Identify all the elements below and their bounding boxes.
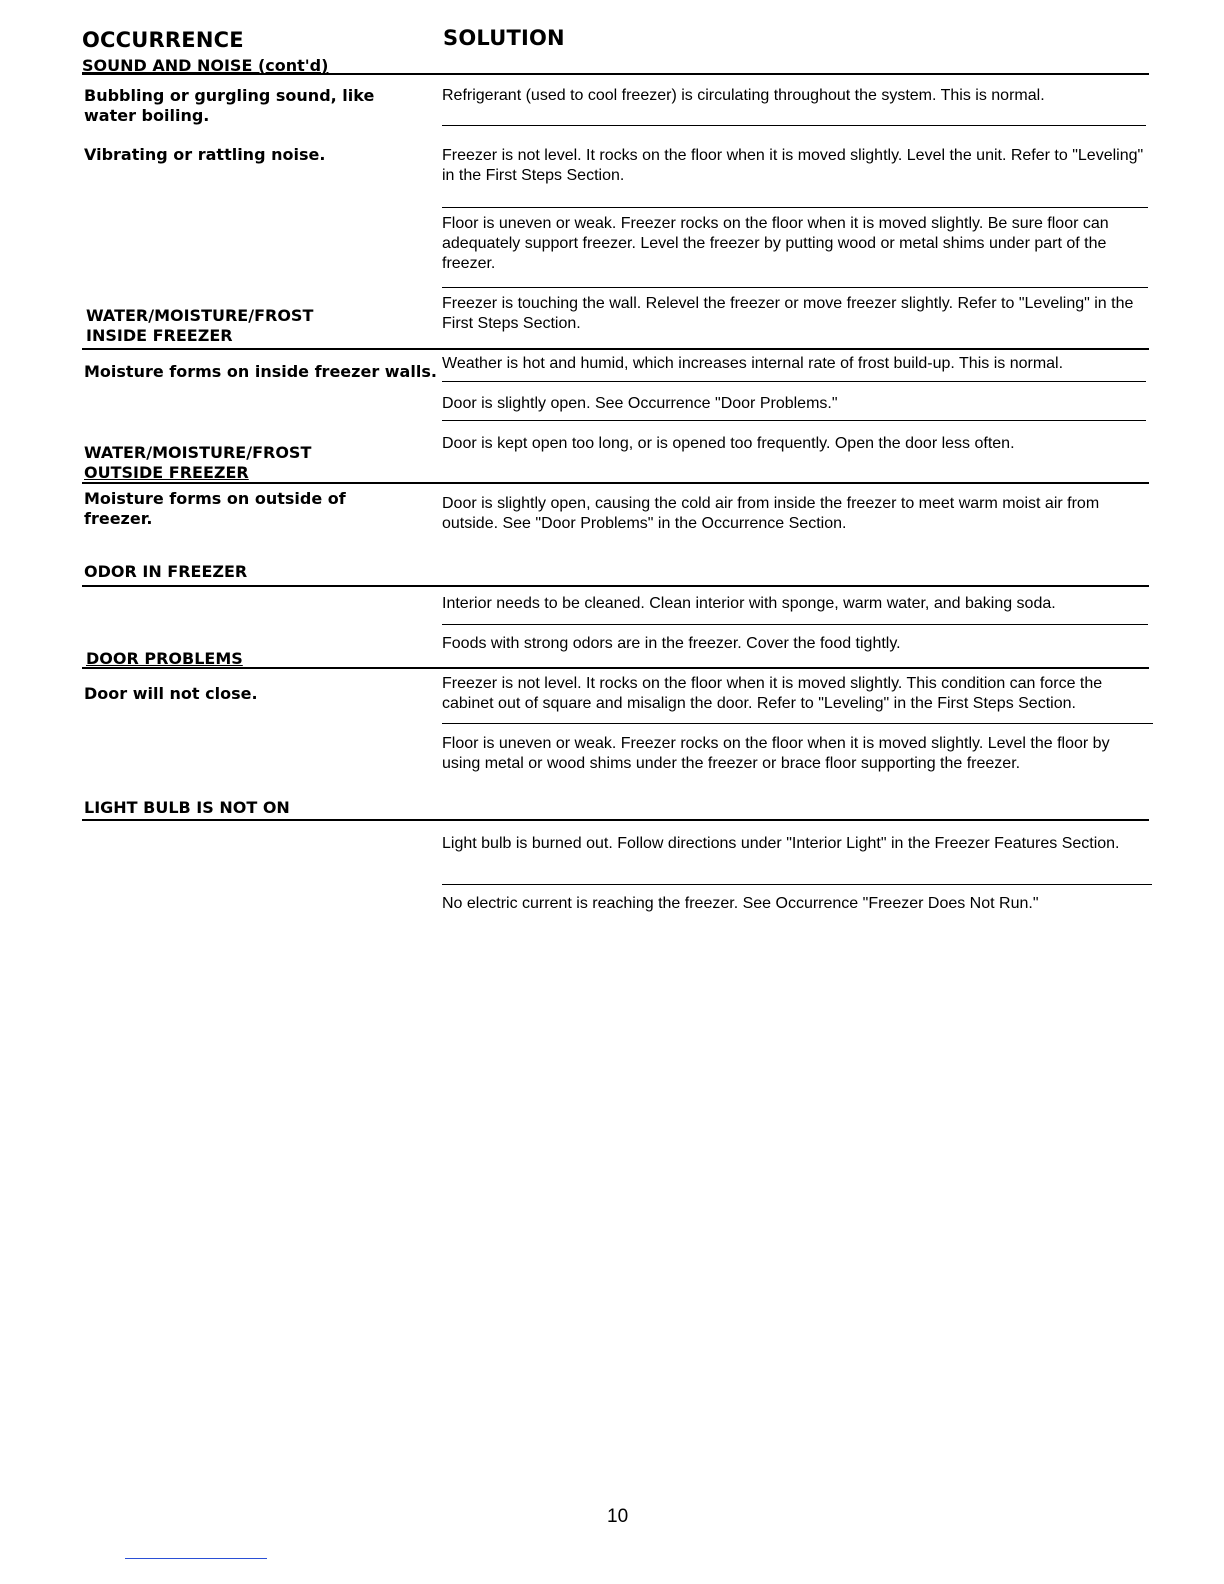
section-rule [82,73,1149,75]
solution-door-slightly-open: Door is slightly open. See Occurrence "Door Problems." [442,395,838,412]
solution-not-level-door: Freezer is not level. It rocks on the floor when it is moved slightly. This condition can force the cabinet out of square and misalign the door. Refer to "Leveling" in the First Steps Section. [442,675,1103,712]
occurrence-moisture-inside-walls: Moisture forms on inside freezer walls. [84,362,437,381]
solution-divider [442,287,1148,288]
section-odor: ODOR IN FREEZER [84,562,248,581]
section-door: DOOR PROBLEMS [86,649,243,668]
solution-strong-odors: Foods with strong odors are in the freezer. Cover the food tightly. [442,635,901,652]
section-moisture-inside [86,306,313,346]
solution-interior-clean: Interior needs to be cleaned. Clean interior with sponge, warm water, and baking soda. [442,595,1056,612]
solution-divider [442,125,1146,126]
solution-door-kept-open: Door is kept open too long, or is opened too frequently. Open the door less often. [442,435,1015,452]
solution-divider [442,381,1146,382]
solution-door-open-moist: Door is slightly open, causing the cold air from inside the freezer to meet warm moist air from outside. See "Door Problems" in the Occurrence Section. [442,495,1100,532]
footer-rule [125,1558,267,1559]
solution-divider [442,884,1152,885]
section-moisture-outside-line1: WATER/MOISTURE/FROST [84,443,312,462]
solution-refrigerant: Refrigerant (used to cool freezer) is circulating throughout the system. This is normal. [442,87,1045,104]
section-sound-noise: SOUND AND NOISE (cont'd) [82,56,329,75]
section-rule [82,585,1149,587]
solution-bulb-burned: Light bulb is burned out. Follow directions under "Interior Light" in the Freezer Features Section. [442,835,1120,852]
section-light: LIGHT BULB IS NOT ON [84,798,290,817]
section-moisture-inside-line1: WATER/MOISTURE/FROST [86,306,314,325]
occurrence-door-not-close: Door will not close. [84,684,258,703]
section-rule [82,819,1149,821]
solution-floor-uneven: Floor is uneven or weak. Freezer rocks on the floor when it is moved slightly. Be sure floor can adequately support freezer. Level the freezer by putting wood or metal shims under part of the freezer. [442,215,1109,272]
solution-divider [442,207,1148,208]
section-moisture-inside-line2: INSIDE FREEZER [86,326,233,345]
solution-divider [442,624,1148,625]
solution-divider [442,420,1146,421]
solution-weather-humid: Weather is hot and humid, which increases internal rate of frost build-up. This is normal. [442,355,1064,372]
section-moisture-outside-line2: OUTSIDE FREEZER [84,463,249,482]
solution-no-current: No electric current is reaching the freezer. See Occurrence "Freezer Does Not Run." [442,895,1039,912]
section-moisture-outside [84,443,311,483]
solution-header: SOLUTION [443,26,565,50]
occurrence-vibrating: Vibrating or rattling noise. [84,145,326,164]
solution-floor-uneven-door: Floor is uneven or weak. Freezer rocks on the floor when it is moved slightly. Level the floor by using metal or wood shims under the freezer or brace floor supporting the freezer. [442,735,1110,772]
occurrence-moisture-outside: Moisture forms on outside of freezer. [84,489,346,528]
occurrence-bubbling: Bubbling or gurgling sound, like water boiling. [84,86,375,125]
section-rule [82,348,1149,350]
section-rule [82,482,1149,484]
section-rule [82,667,1149,669]
occurrence-header: OCCURRENCE [82,28,244,52]
solution-not-level: Freezer is not level. It rocks on the floor when it is moved slightly. Level the unit. Refer to "Leveling" in the First Steps Section. [442,147,1144,184]
solution-touching-wall: Freezer is touching the wall. Relevel the freezer or move freezer slightly. Refer to "Leveling" in the First Steps Section. [442,295,1134,332]
page-number: 10 [607,1506,629,1527]
solution-divider [442,723,1153,724]
